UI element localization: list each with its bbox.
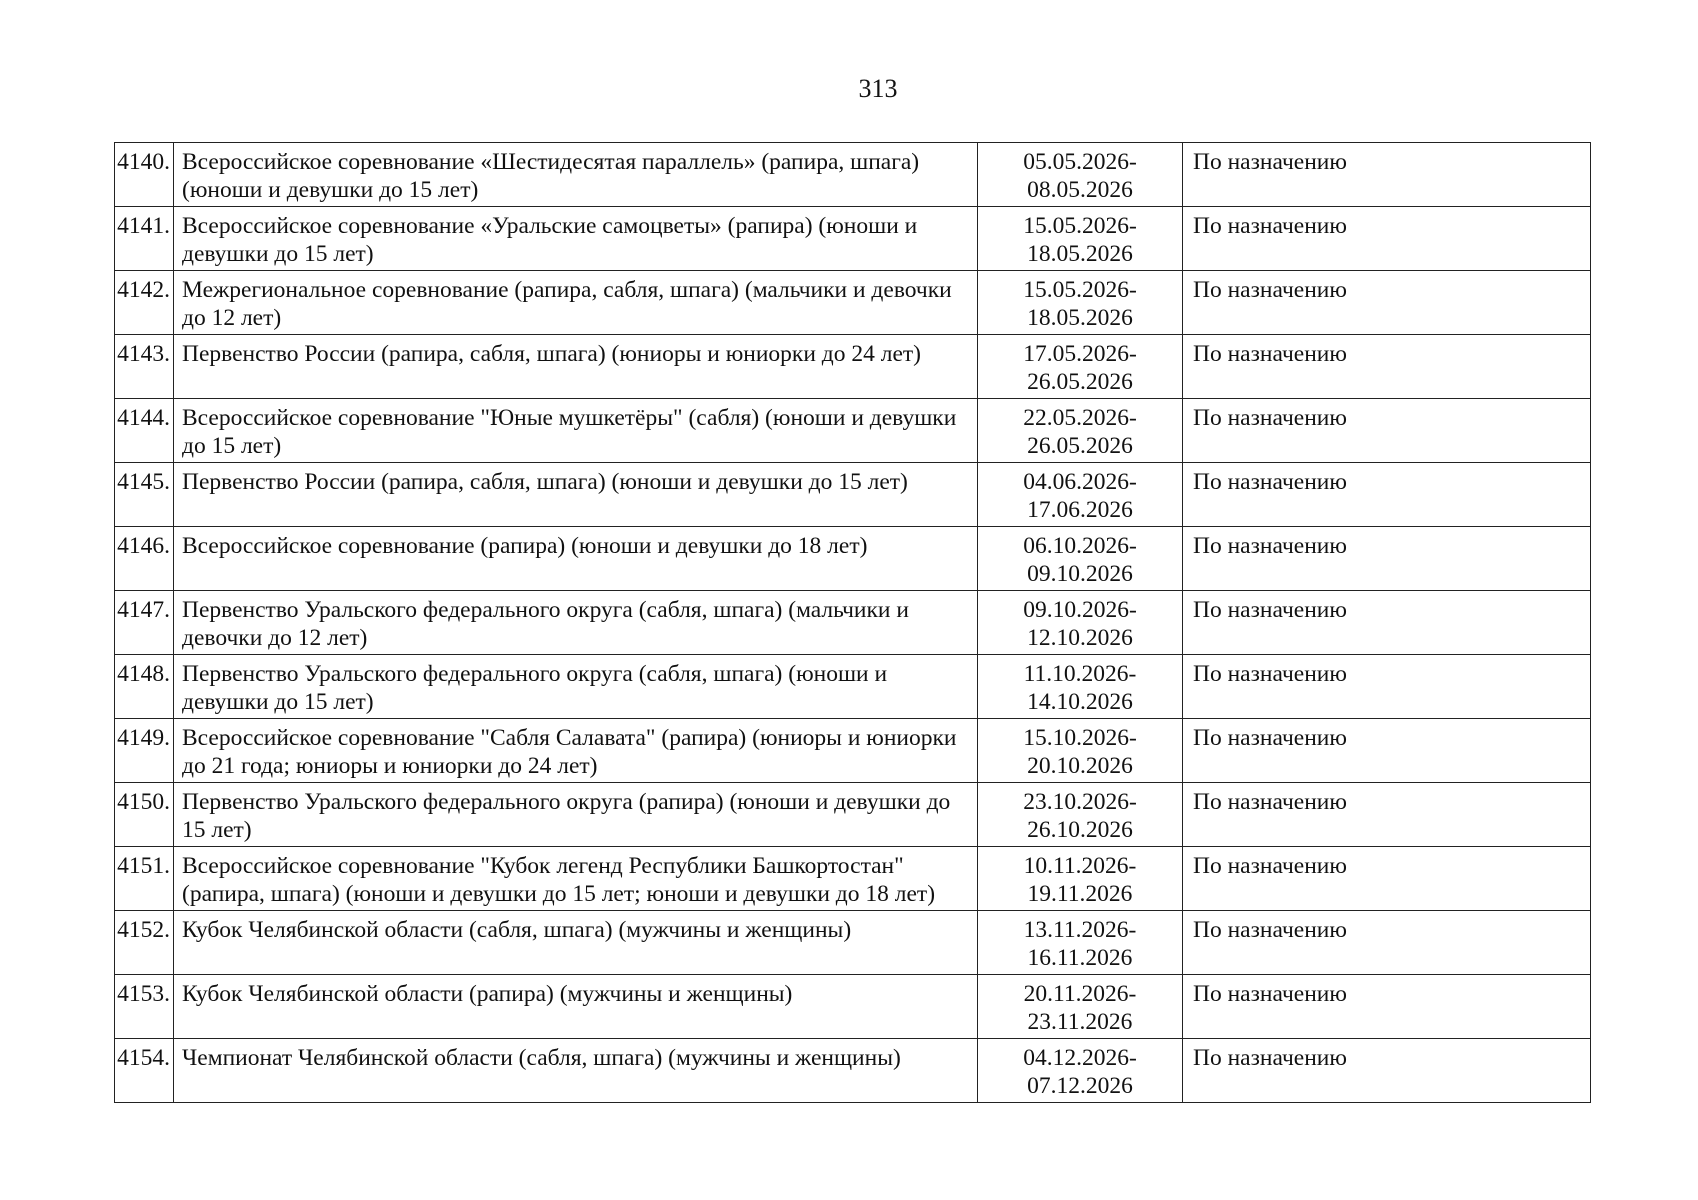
event-name: Первенство Уральского федерального округа (сабля, шпага) (юноши и девушки до 15 лет) bbox=[174, 655, 978, 719]
event-organizer: По назначению bbox=[1183, 911, 1591, 975]
date-end: 26.10.2026 bbox=[1027, 816, 1133, 843]
event-name: Всероссийское соревнование «Уральские самоцветы» (рапира) (юноши и девушки до 15 лет) bbox=[174, 207, 978, 271]
event-dates bbox=[978, 271, 1183, 335]
event-organizer: По назначению bbox=[1183, 1039, 1591, 1103]
table-row bbox=[115, 143, 1591, 207]
table-row bbox=[115, 207, 1591, 271]
table-row bbox=[115, 1039, 1591, 1103]
row-number: 4154. bbox=[115, 1039, 174, 1103]
date-end: 18.05.2026 bbox=[1027, 240, 1133, 267]
date-start: 15.10.2026- bbox=[1023, 725, 1137, 751]
table-row bbox=[115, 399, 1591, 463]
event-organizer: По назначению bbox=[1183, 527, 1591, 591]
table-row bbox=[115, 847, 1591, 911]
event-name: Межрегиональное соревнование (рапира, сабля, шпага) (мальчики и девочки до 12 лет) bbox=[174, 271, 978, 335]
date-end: 20.10.2026 bbox=[1027, 752, 1133, 779]
row-number: 4152. bbox=[115, 911, 174, 975]
event-organizer: По назначению bbox=[1183, 335, 1591, 399]
row-number: 4153. bbox=[115, 975, 174, 1039]
date-start: 20.11.2026- bbox=[1023, 981, 1137, 1007]
row-number: 4148. bbox=[115, 655, 174, 719]
event-organizer: По назначению bbox=[1183, 847, 1591, 911]
row-number: 4150. bbox=[115, 783, 174, 847]
date-end: 12.10.2026 bbox=[1027, 624, 1133, 651]
date-end: 09.10.2026 bbox=[1027, 560, 1133, 587]
table-row bbox=[115, 463, 1591, 527]
event-dates bbox=[978, 847, 1183, 911]
event-organizer: По назначению bbox=[1183, 399, 1591, 463]
event-name: Первенство Уральского федерального округа (рапира) (юноши и девушки до 15 лет) bbox=[174, 783, 978, 847]
event-organizer: По назначению bbox=[1183, 975, 1591, 1039]
event-name: Всероссийское соревнование (рапира) (юноши и девушки до 18 лет) bbox=[174, 527, 978, 591]
row-number: 4151. bbox=[115, 847, 174, 911]
event-dates bbox=[978, 335, 1183, 399]
event-name: Всероссийское соревнование "Кубок легенд Республики Башкортостан" (рапира, шпага) (юноши и девушки до 15 лет; юноши и девушки до 18 лет) bbox=[174, 847, 978, 911]
date-start: 04.12.2026- bbox=[1023, 1045, 1137, 1071]
date-start: 06.10.2026- bbox=[1023, 533, 1137, 559]
date-start: 15.05.2026- bbox=[1023, 213, 1137, 239]
table-row bbox=[115, 335, 1591, 399]
table-row bbox=[115, 975, 1591, 1039]
event-organizer: По назначению bbox=[1183, 719, 1591, 783]
date-start: 22.05.2026- bbox=[1023, 405, 1137, 431]
date-start: 23.10.2026- bbox=[1023, 789, 1137, 815]
event-dates bbox=[978, 783, 1183, 847]
date-end: 08.05.2026 bbox=[1027, 176, 1133, 203]
row-number: 4149. bbox=[115, 719, 174, 783]
table-row bbox=[115, 527, 1591, 591]
date-end: 16.11.2026 bbox=[1027, 944, 1133, 971]
date-start: 09.10.2026- bbox=[1023, 597, 1137, 623]
event-dates bbox=[978, 975, 1183, 1039]
event-dates bbox=[978, 591, 1183, 655]
date-end: 18.05.2026 bbox=[1027, 304, 1133, 331]
event-name: Всероссийское соревнование "Сабля Салавата" (рапира) (юниоры и юниорки до 21 года; юниоры и юниорки до 24 лет) bbox=[174, 719, 978, 783]
event-name: Первенство Уральского федерального округа (сабля, шпага) (мальчики и девочки до 12 лет) bbox=[174, 591, 978, 655]
event-dates bbox=[978, 911, 1183, 975]
event-name: Всероссийское соревнование "Юные мушкетёры" (сабля) (юноши и девушки до 15 лет) bbox=[174, 399, 978, 463]
date-start: 10.11.2026- bbox=[1023, 853, 1137, 879]
date-end: 26.05.2026 bbox=[1027, 432, 1133, 459]
date-end: 19.11.2026 bbox=[1027, 880, 1133, 907]
row-number: 4145. bbox=[115, 463, 174, 527]
event-name: Всероссийское соревнование «Шестидесятая параллель» (рапира, шпага) (юноши и девушки до 15 лет) bbox=[174, 143, 978, 207]
event-name: Первенство России (рапира, сабля, шпага) (юниоры и юниорки до 24 лет) bbox=[174, 335, 978, 399]
table-row bbox=[115, 271, 1591, 335]
event-organizer: По назначению bbox=[1183, 591, 1591, 655]
page-number: 313 bbox=[858, 74, 898, 103]
date-end: 26.05.2026 bbox=[1027, 368, 1133, 395]
event-dates bbox=[978, 143, 1183, 207]
table-row bbox=[115, 655, 1591, 719]
events-table bbox=[114, 142, 1591, 1103]
row-number: 4143. bbox=[115, 335, 174, 399]
events-table-body bbox=[115, 143, 1591, 1103]
event-dates bbox=[978, 655, 1183, 719]
event-name: Кубок Челябинской области (сабля, шпага) (мужчины и женщины) bbox=[174, 911, 978, 975]
event-dates bbox=[978, 1039, 1183, 1103]
row-number: 4144. bbox=[115, 399, 174, 463]
date-end: 23.11.2026 bbox=[1027, 1008, 1133, 1035]
event-organizer: По назначению bbox=[1183, 655, 1591, 719]
event-organizer: По назначению bbox=[1183, 463, 1591, 527]
event-organizer: По назначению bbox=[1183, 143, 1591, 207]
date-start: 11.10.2026- bbox=[1023, 661, 1137, 687]
date-start: 05.05.2026- bbox=[1023, 149, 1137, 175]
event-dates bbox=[978, 719, 1183, 783]
table-row bbox=[115, 911, 1591, 975]
event-dates bbox=[978, 207, 1183, 271]
row-number: 4141. bbox=[115, 207, 174, 271]
date-start: 15.05.2026- bbox=[1023, 277, 1137, 303]
date-end: 07.12.2026 bbox=[1027, 1072, 1133, 1099]
table-row bbox=[115, 719, 1591, 783]
event-organizer: По назначению bbox=[1183, 783, 1591, 847]
event-dates bbox=[978, 399, 1183, 463]
event-dates bbox=[978, 527, 1183, 591]
table-row bbox=[115, 591, 1591, 655]
event-organizer: По назначению bbox=[1183, 271, 1591, 335]
date-end: 17.06.2026 bbox=[1027, 496, 1133, 523]
date-start: 17.05.2026- bbox=[1023, 341, 1137, 367]
date-start: 04.06.2026- bbox=[1023, 469, 1137, 495]
event-name: Кубок Челябинской области (рапира) (мужчины и женщины) bbox=[174, 975, 978, 1039]
row-number: 4140. bbox=[115, 143, 174, 207]
event-organizer: По назначению bbox=[1183, 207, 1591, 271]
event-dates bbox=[978, 463, 1183, 527]
event-name: Чемпионат Челябинской области (сабля, шпага) (мужчины и женщины) bbox=[174, 1039, 978, 1103]
date-end: 14.10.2026 bbox=[1027, 688, 1133, 715]
table-row bbox=[115, 783, 1591, 847]
date-start: 13.11.2026- bbox=[1023, 917, 1137, 943]
row-number: 4146. bbox=[115, 527, 174, 591]
row-number: 4142. bbox=[115, 271, 174, 335]
event-name: Первенство России (рапира, сабля, шпага) (юноши и девушки до 15 лет) bbox=[174, 463, 978, 527]
row-number: 4147. bbox=[115, 591, 174, 655]
